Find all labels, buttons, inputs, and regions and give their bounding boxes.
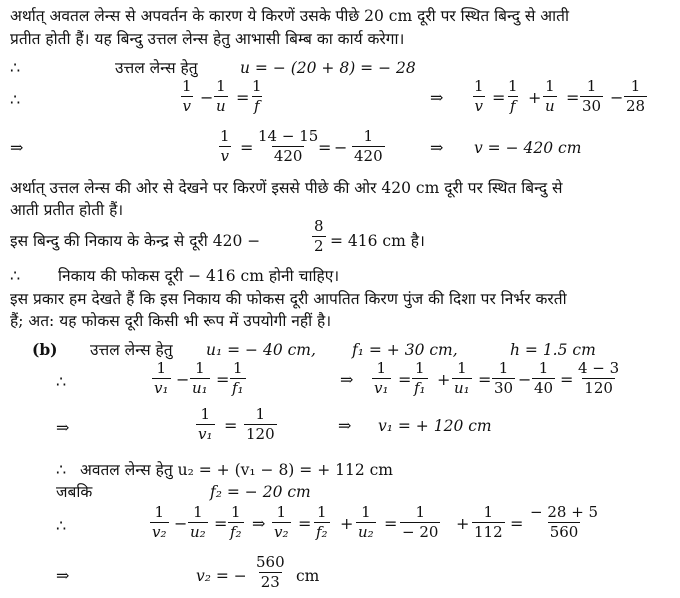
minus-sign: − [200,88,214,107]
equals-sign: = [566,88,580,107]
convex-lens-label: उत्तल लेन्स हेतु [115,59,198,77]
plus-sign: + [528,88,542,107]
text-line-7: अर्थात् उत्तल लेन्स की ओर से देखने पर किरणें इससे पीछे की ओर 420 cm दूरी पर स्थित बिन्दु से [10,179,563,197]
v1-result: v₁ = + 120 cm [378,417,492,435]
fraction-560-over-23: $\frac{560}{23}$ [256,553,285,591]
implies-arrow: ⇒ [252,514,266,533]
minus-sign: − [610,88,624,107]
f2-value: f₂ = − 20 cm [210,483,311,501]
implies-arrow: ⇒ [430,88,444,107]
fraction-1-over-u1: $\frac{1}{\text{u₁}}$ [454,359,470,397]
text-line-12: हैं; अत: यह फोकस दूरी किसी भी रूप में उपयोगी नहीं है। [10,312,332,330]
minus-sign: − [174,514,188,533]
part-b-convex-label: उत्तल लेन्स हेतु [90,341,173,359]
concave-lens-line: अवतल लेन्स हेतु u₂ = + (v₁ − 8) = + 112 cm [80,461,393,479]
implies-arrow: ⇒ [56,418,70,437]
fraction-1-over-112: $\frac{1}{112}$ [474,503,503,541]
fraction-1-over-f1: $\frac{1}{\text{f₁}}$ [414,359,426,397]
fraction-1-over-v: $\frac{1}{v}$ [220,127,230,165]
fraction-4m3-over-120: $\frac{4 - 3}{120}$ [578,359,620,397]
fraction-1-over-f: $\frac{1}{f}$ [508,77,518,115]
equals-sign: = [560,370,574,389]
fraction-1-over-v2: $\frac{1}{\text{v₂}}$ [274,503,289,541]
v2-unit: cm [296,567,320,585]
equals-sign: = [216,370,230,389]
fraction-1-over-u: $\frac{1}{u}$ [216,77,226,115]
implies-arrow: ⇒ [56,566,70,585]
minus-sign: − [334,138,348,157]
text-line-8: आती प्रतीत होती हैं। [10,201,124,219]
fraction-14m15-over-420: $\frac{14 - 15}{420}$ [258,127,319,165]
part-b-f1: f₁ = + 30 cm, [352,341,458,359]
implies-arrow: ⇒ [430,138,444,157]
fraction-1-over-v1: $\frac{1}{\text{v₁}}$ [154,359,169,397]
text-line-2: प्रतीत होती हैं। यह बिन्दु उत्तल लेन्स हेतु आभासी बिम्ब का कार्य करेगा। [10,30,405,48]
therefore-symbol: ∴ [56,372,67,391]
text-line-1: अर्थात् अवतल लेन्स से अपवर्तन के कारण ये किरणें उसके पीछे 20 cm दूरी पर स्थित बिन्दु से आती [10,7,569,25]
v2-result-prefix: v₂ = − [196,567,247,585]
fraction-1-over-v1: $\frac{1}{\text{v₁}}$ [374,359,389,397]
equals-sign: = [240,138,254,157]
implies-arrow: ⇒ [338,416,352,435]
image-distance-result: v = − 420 cm [474,139,582,157]
fraction-1-over-420: $\frac{1}{420}$ [354,127,383,165]
therefore-symbol: ∴ [56,460,67,479]
fraction-1-over-28: $\frac{1}{28}$ [626,77,646,115]
fraction-1-over-u: $\frac{1}{u}$ [545,77,555,115]
system-distance-text: इस बिन्दु की निकाय के केन्द्र से दूरी 420 − [10,232,261,250]
plus-sign: + [456,514,470,533]
equals-sign: = [492,88,506,107]
part-b-label: (b) [32,340,58,359]
plus-sign: + [437,370,451,389]
equals-sign: = [214,514,228,533]
fraction-1-over-v2: $\frac{1}{\text{v₂}}$ [152,503,167,541]
equals-sign: = [298,514,312,533]
fraction-8-over-2: $\frac{8}{2}$ [314,217,324,255]
part-b-h: h = 1.5 cm [510,341,596,359]
fraction-1-over-m20: $\frac{1}{- 20}$ [402,503,439,541]
minus-sign: − [518,370,532,389]
equals-sign: = [510,514,524,533]
focal-length-statement: निकाय की फोकस दूरी − 416 cm होनी चाहिए। [58,267,340,285]
fraction-1-over-30: $\frac{1}{30}$ [582,77,602,115]
fraction-1-over-f1: $\frac{1}{\text{f₁}}$ [232,359,244,397]
object-distance-eq: u = − (20 + 8) = − 28 [240,59,416,77]
fraction-1-over-120: $\frac{1}{120}$ [246,405,275,443]
equals-sign: = [398,370,412,389]
therefore-symbol: ∴ [10,58,21,77]
fraction-1-over-v: $\frac{1}{v}$ [182,77,192,115]
minus-sign: − [176,370,190,389]
therefore-symbol: ∴ [10,90,21,109]
fraction-m28p5-over-560: $\frac{- 28 + 5}{560}$ [530,503,599,541]
fraction-1-over-30: $\frac{1}{30}$ [494,359,514,397]
plus-sign: + [340,514,354,533]
fraction-1-over-v: $\frac{1}{v}$ [474,77,484,115]
fraction-1-over-u2: $\frac{1}{\text{u₂}}$ [358,503,374,541]
fraction-1-over-f: $\frac{1}{f}$ [252,77,262,115]
therefore-symbol: ∴ [56,516,67,535]
fraction-1-over-v1: $\frac{1}{\text{v₁}}$ [198,405,213,443]
fraction-1-over-u2: $\frac{1}{\text{u₂}}$ [190,503,206,541]
equals-sign: = [224,416,238,435]
equals-sign: = [384,514,398,533]
equals-sign: = [318,138,332,157]
whereas-label: जबकि [56,483,93,501]
implies-arrow: ⇒ [10,138,24,157]
part-b-u1: u₁ = − 40 cm, [206,341,316,359]
therefore-symbol: ∴ [10,266,21,285]
fraction-1-over-u1: $\frac{1}{\text{u₁}}$ [192,359,208,397]
system-distance-result: = 416 cm है। [330,232,425,250]
text-line-11: इस प्रकार हम देखते हैं कि इस निकाय की फोकस दूरी आपतित किरण पुंज की दिशा पर निर्भर करती [10,290,567,308]
fraction-1-over-f2: $\frac{1}{\text{f₂}}$ [230,503,242,541]
fraction-1-over-f2: $\frac{1}{\text{f₂}}$ [316,503,328,541]
equals-sign: = [236,88,250,107]
fraction-1-over-40: $\frac{1}{40}$ [534,359,554,397]
implies-arrow: ⇒ [340,370,354,389]
equals-sign: = [478,370,492,389]
